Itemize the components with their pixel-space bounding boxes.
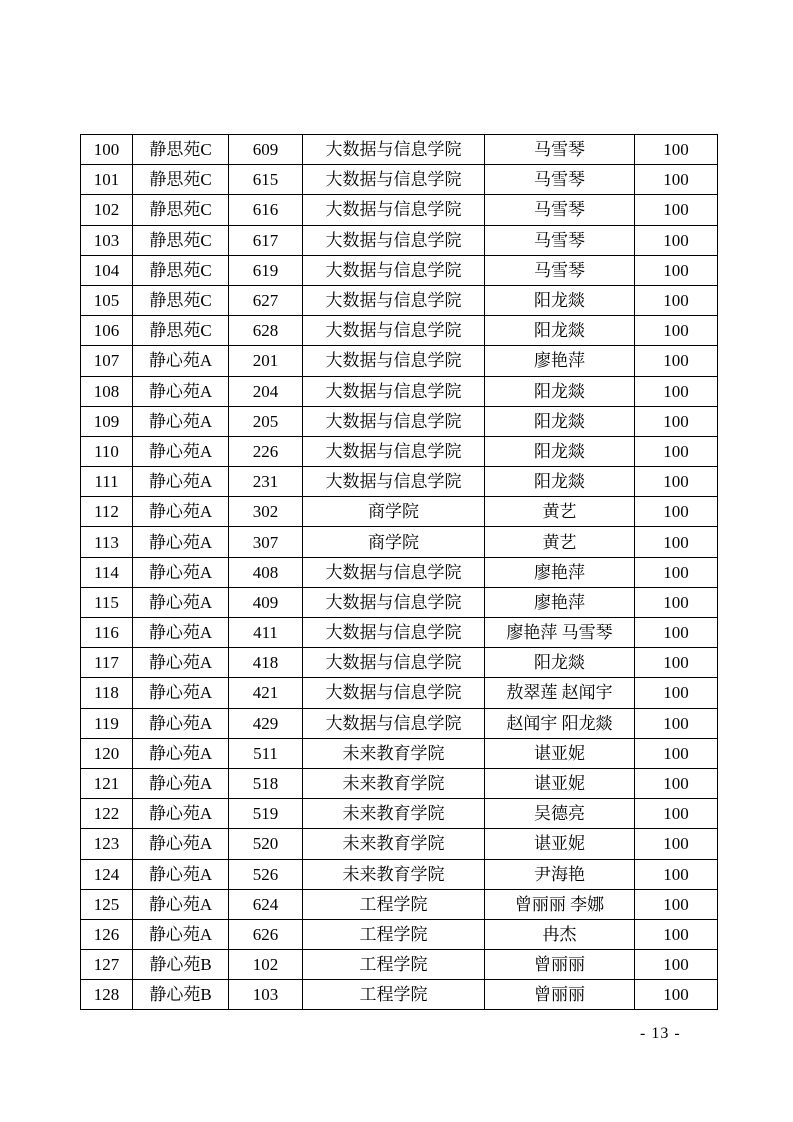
room-cell: 628 xyxy=(229,316,303,346)
building-cell: 静心苑A xyxy=(133,889,229,919)
building-cell: 静心苑A xyxy=(133,678,229,708)
college-cell: 工程学院 xyxy=(303,889,485,919)
building-cell: 静心苑A xyxy=(133,618,229,648)
college-cell: 大数据与信息学院 xyxy=(303,467,485,497)
room-cell: 519 xyxy=(229,799,303,829)
counselor-cell: 黄艺 xyxy=(485,497,635,527)
college-cell: 大数据与信息学院 xyxy=(303,165,485,195)
college-cell: 商学院 xyxy=(303,497,485,527)
score-cell: 100 xyxy=(635,497,718,527)
room-cell: 205 xyxy=(229,406,303,436)
building-cell: 静心苑A xyxy=(133,527,229,557)
college-cell: 未来教育学院 xyxy=(303,768,485,798)
row-index-cell: 112 xyxy=(81,497,133,527)
room-cell: 409 xyxy=(229,587,303,617)
score-cell: 100 xyxy=(635,708,718,738)
building-cell: 静心苑A xyxy=(133,346,229,376)
row-index-cell: 116 xyxy=(81,618,133,648)
college-cell: 大数据与信息学院 xyxy=(303,678,485,708)
counselor-cell: 阳龙燚 xyxy=(485,467,635,497)
score-cell: 100 xyxy=(635,919,718,949)
college-cell: 大数据与信息学院 xyxy=(303,225,485,255)
row-index-cell: 115 xyxy=(81,587,133,617)
score-cell: 100 xyxy=(635,467,718,497)
row-index-cell: 103 xyxy=(81,225,133,255)
counselor-cell: 马雪琴 xyxy=(485,135,635,165)
table-row xyxy=(81,738,718,768)
building-cell: 静心苑A xyxy=(133,829,229,859)
counselor-cell: 廖艳萍 马雪琴 xyxy=(485,618,635,648)
counselor-cell: 敖翠莲 赵闻宇 xyxy=(485,678,635,708)
counselor-cell: 马雪琴 xyxy=(485,255,635,285)
row-index-cell: 128 xyxy=(81,980,133,1010)
building-cell: 静心苑A xyxy=(133,919,229,949)
college-cell: 工程学院 xyxy=(303,919,485,949)
counselor-cell: 赵闻宇 阳龙燚 xyxy=(485,708,635,738)
college-cell: 大数据与信息学院 xyxy=(303,587,485,617)
room-cell: 619 xyxy=(229,255,303,285)
room-cell: 609 xyxy=(229,135,303,165)
college-cell: 商学院 xyxy=(303,527,485,557)
building-cell: 静思苑C xyxy=(133,285,229,315)
row-index-cell: 121 xyxy=(81,768,133,798)
room-cell: 520 xyxy=(229,829,303,859)
college-cell: 大数据与信息学院 xyxy=(303,285,485,315)
college-cell: 大数据与信息学院 xyxy=(303,316,485,346)
row-index-cell: 119 xyxy=(81,708,133,738)
row-index-cell: 114 xyxy=(81,557,133,587)
college-cell: 大数据与信息学院 xyxy=(303,648,485,678)
row-index-cell: 127 xyxy=(81,950,133,980)
room-cell: 617 xyxy=(229,225,303,255)
table-row xyxy=(81,587,718,617)
room-cell: 624 xyxy=(229,889,303,919)
row-index-cell: 101 xyxy=(81,165,133,195)
building-cell: 静心苑A xyxy=(133,799,229,829)
table-body xyxy=(81,135,718,1010)
building-cell: 静心苑A xyxy=(133,648,229,678)
row-index-cell: 109 xyxy=(81,406,133,436)
table-row xyxy=(81,889,718,919)
building-cell: 静心苑A xyxy=(133,497,229,527)
row-index-cell: 108 xyxy=(81,376,133,406)
counselor-cell: 阳龙燚 xyxy=(485,376,635,406)
building-cell: 静心苑A xyxy=(133,376,229,406)
building-cell: 静思苑C xyxy=(133,225,229,255)
room-cell: 226 xyxy=(229,436,303,466)
table-row xyxy=(81,648,718,678)
table-row xyxy=(81,497,718,527)
table-row xyxy=(81,285,718,315)
table-row xyxy=(81,165,718,195)
score-cell: 100 xyxy=(635,285,718,315)
counselor-cell: 尹海艳 xyxy=(485,859,635,889)
room-cell: 201 xyxy=(229,346,303,376)
score-cell: 100 xyxy=(635,678,718,708)
table-row xyxy=(81,225,718,255)
score-cell: 100 xyxy=(635,255,718,285)
counselor-cell: 马雪琴 xyxy=(485,225,635,255)
counselor-cell: 廖艳萍 xyxy=(485,587,635,617)
building-cell: 静心苑A xyxy=(133,708,229,738)
score-cell: 100 xyxy=(635,436,718,466)
table-row xyxy=(81,467,718,497)
table-row xyxy=(81,950,718,980)
table-row xyxy=(81,768,718,798)
row-index-cell: 126 xyxy=(81,919,133,949)
room-cell: 411 xyxy=(229,618,303,648)
counselor-cell: 曾丽丽 xyxy=(485,980,635,1010)
counselor-cell: 廖艳萍 xyxy=(485,557,635,587)
score-cell: 100 xyxy=(635,316,718,346)
row-index-cell: 106 xyxy=(81,316,133,346)
counselor-cell: 阳龙燚 xyxy=(485,285,635,315)
table-row xyxy=(81,919,718,949)
room-cell: 408 xyxy=(229,557,303,587)
building-cell: 静心苑A xyxy=(133,557,229,587)
table-row xyxy=(81,255,718,285)
row-index-cell: 102 xyxy=(81,195,133,225)
building-cell: 静思苑C xyxy=(133,165,229,195)
building-cell: 静思苑C xyxy=(133,316,229,346)
counselor-cell: 谌亚妮 xyxy=(485,738,635,768)
college-cell: 未来教育学院 xyxy=(303,829,485,859)
building-cell: 静思苑C xyxy=(133,195,229,225)
row-index-cell: 100 xyxy=(81,135,133,165)
building-cell: 静心苑B xyxy=(133,980,229,1010)
room-cell: 231 xyxy=(229,467,303,497)
counselor-cell: 吴德亮 xyxy=(485,799,635,829)
counselor-cell: 冉杰 xyxy=(485,919,635,949)
score-cell: 100 xyxy=(635,618,718,648)
score-cell: 100 xyxy=(635,406,718,436)
college-cell: 大数据与信息学院 xyxy=(303,135,485,165)
room-cell: 204 xyxy=(229,376,303,406)
row-index-cell: 122 xyxy=(81,799,133,829)
table-row xyxy=(81,557,718,587)
score-cell: 100 xyxy=(635,376,718,406)
row-index-cell: 110 xyxy=(81,436,133,466)
score-cell: 100 xyxy=(635,225,718,255)
score-cell: 100 xyxy=(635,557,718,587)
college-cell: 未来教育学院 xyxy=(303,859,485,889)
score-cell: 100 xyxy=(635,799,718,829)
college-cell: 工程学院 xyxy=(303,980,485,1010)
college-cell: 大数据与信息学院 xyxy=(303,406,485,436)
table-row xyxy=(81,618,718,648)
counselor-cell: 阳龙燚 xyxy=(485,648,635,678)
counselor-cell: 马雪琴 xyxy=(485,195,635,225)
score-cell: 100 xyxy=(635,768,718,798)
table-row xyxy=(81,678,718,708)
counselor-cell: 谌亚妮 xyxy=(485,768,635,798)
score-cell: 100 xyxy=(635,738,718,768)
row-index-cell: 111 xyxy=(81,467,133,497)
room-cell: 418 xyxy=(229,648,303,678)
building-cell: 静心苑A xyxy=(133,859,229,889)
college-cell: 大数据与信息学院 xyxy=(303,346,485,376)
dormitory-score-table xyxy=(80,134,718,1010)
table-row xyxy=(81,135,718,165)
building-cell: 静心苑A xyxy=(133,467,229,497)
row-index-cell: 120 xyxy=(81,738,133,768)
score-cell: 100 xyxy=(635,889,718,919)
building-cell: 静心苑A xyxy=(133,587,229,617)
row-index-cell: 117 xyxy=(81,648,133,678)
room-cell: 511 xyxy=(229,738,303,768)
counselor-cell: 谌亚妮 xyxy=(485,829,635,859)
score-cell: 100 xyxy=(635,165,718,195)
building-cell: 静心苑A xyxy=(133,436,229,466)
college-cell: 未来教育学院 xyxy=(303,738,485,768)
score-cell: 100 xyxy=(635,587,718,617)
counselor-cell: 阳龙燚 xyxy=(485,406,635,436)
row-index-cell: 105 xyxy=(81,285,133,315)
table-row xyxy=(81,195,718,225)
counselor-cell: 阳龙燚 xyxy=(485,316,635,346)
room-cell: 421 xyxy=(229,678,303,708)
room-cell: 526 xyxy=(229,859,303,889)
college-cell: 大数据与信息学院 xyxy=(303,708,485,738)
room-cell: 429 xyxy=(229,708,303,738)
building-cell: 静思苑C xyxy=(133,255,229,285)
room-cell: 302 xyxy=(229,497,303,527)
table-row xyxy=(81,376,718,406)
score-cell: 100 xyxy=(635,980,718,1010)
score-cell: 100 xyxy=(635,195,718,225)
college-cell: 大数据与信息学院 xyxy=(303,557,485,587)
room-cell: 102 xyxy=(229,950,303,980)
college-cell: 工程学院 xyxy=(303,950,485,980)
room-cell: 103 xyxy=(229,980,303,1010)
score-cell: 100 xyxy=(635,950,718,980)
counselor-cell: 阳龙燚 xyxy=(485,436,635,466)
room-cell: 615 xyxy=(229,165,303,195)
row-index-cell: 113 xyxy=(81,527,133,557)
building-cell: 静心苑A xyxy=(133,768,229,798)
building-cell: 静心苑A xyxy=(133,406,229,436)
building-cell: 静思苑C xyxy=(133,135,229,165)
college-cell: 大数据与信息学院 xyxy=(303,618,485,648)
table-row xyxy=(81,436,718,466)
score-cell: 100 xyxy=(635,135,718,165)
row-index-cell: 107 xyxy=(81,346,133,376)
page-number: - 13 - xyxy=(640,1025,681,1042)
row-index-cell: 125 xyxy=(81,889,133,919)
counselor-cell: 黄艺 xyxy=(485,527,635,557)
table-row xyxy=(81,316,718,346)
counselor-cell: 廖艳萍 xyxy=(485,346,635,376)
counselor-cell: 曾丽丽 xyxy=(485,950,635,980)
college-cell: 大数据与信息学院 xyxy=(303,376,485,406)
score-cell: 100 xyxy=(635,346,718,376)
score-cell: 100 xyxy=(635,829,718,859)
counselor-cell: 马雪琴 xyxy=(485,165,635,195)
table-row xyxy=(81,829,718,859)
room-cell: 518 xyxy=(229,768,303,798)
college-cell: 大数据与信息学院 xyxy=(303,436,485,466)
table-row xyxy=(81,346,718,376)
table-row xyxy=(81,980,718,1010)
table-row xyxy=(81,527,718,557)
building-cell: 静心苑A xyxy=(133,738,229,768)
counselor-cell: 曾丽丽 李娜 xyxy=(485,889,635,919)
college-cell: 大数据与信息学院 xyxy=(303,255,485,285)
score-cell: 100 xyxy=(635,527,718,557)
score-cell: 100 xyxy=(635,859,718,889)
room-cell: 307 xyxy=(229,527,303,557)
room-cell: 626 xyxy=(229,919,303,949)
room-cell: 627 xyxy=(229,285,303,315)
table-row xyxy=(81,859,718,889)
room-cell: 616 xyxy=(229,195,303,225)
table-row xyxy=(81,799,718,829)
table-row xyxy=(81,708,718,738)
score-cell: 100 xyxy=(635,648,718,678)
row-index-cell: 104 xyxy=(81,255,133,285)
row-index-cell: 123 xyxy=(81,829,133,859)
college-cell: 未来教育学院 xyxy=(303,799,485,829)
row-index-cell: 124 xyxy=(81,859,133,889)
building-cell: 静心苑B xyxy=(133,950,229,980)
row-index-cell: 118 xyxy=(81,678,133,708)
table-row xyxy=(81,406,718,436)
college-cell: 大数据与信息学院 xyxy=(303,195,485,225)
